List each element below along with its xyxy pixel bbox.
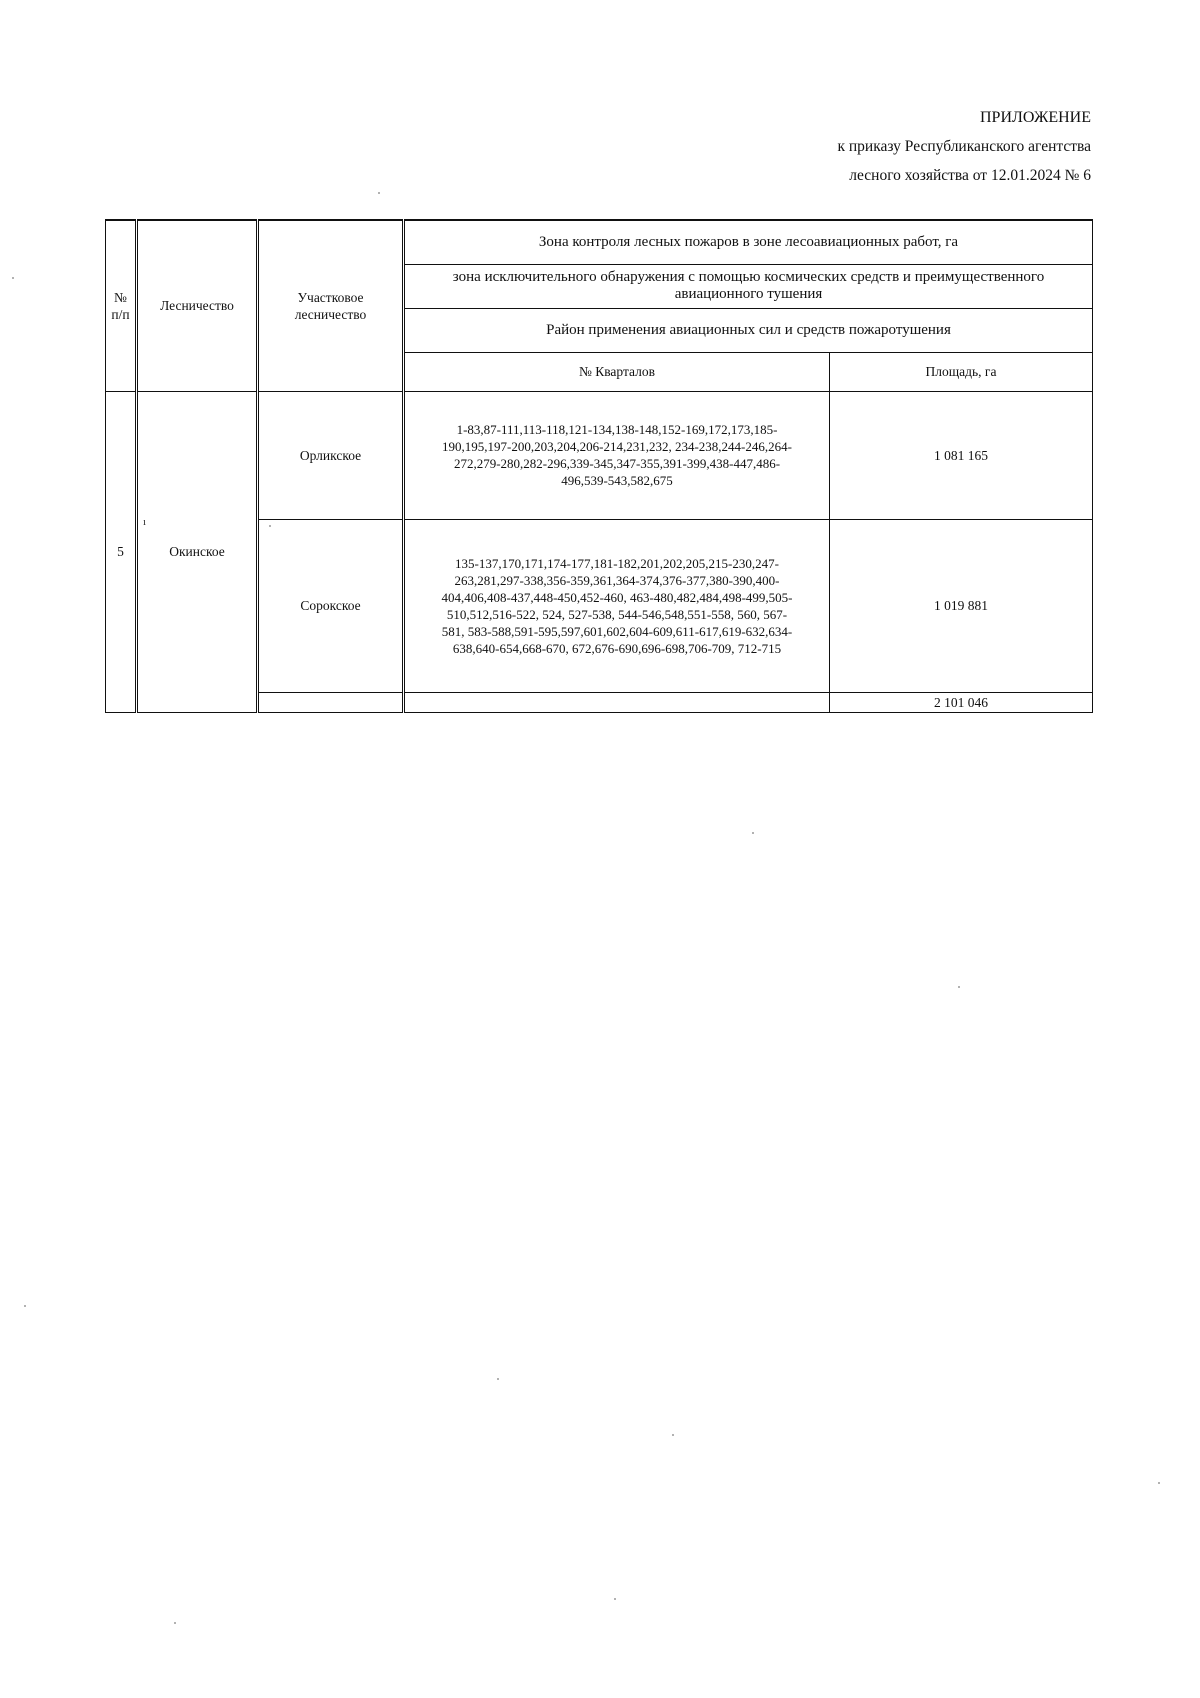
scan-speck bbox=[497, 1378, 499, 1380]
quarters-line: 1-83,87-111,113-118,121-134,138-148,152-169,172,173,185- bbox=[456, 422, 778, 437]
quarters-line: 404,406,408-437,448-450,452-460, 463-480,482,484,498-499,505- bbox=[441, 589, 793, 605]
scan-speck bbox=[174, 1622, 176, 1624]
quarters-line: 190,195,197-200,203,204,206-214,231,232, 234-238,244-246,264- bbox=[442, 439, 792, 454]
header-zone-exclusive-line1: зона исключительного обнаружения с помощью космических средств и преимущественного bbox=[452, 269, 1045, 285]
scan-speck bbox=[672, 1434, 674, 1436]
header-area-aviation: Район применения авиационных сил и средств пожаротушения bbox=[404, 308, 1093, 352]
scan-speck bbox=[12, 277, 14, 279]
header-quarters: № Кварталов bbox=[404, 352, 830, 391]
order-reference: к приказу Республиканского агентства bbox=[837, 138, 1091, 155]
header-district-cell bbox=[258, 220, 404, 391]
area-value: 1 019 881 bbox=[830, 519, 1093, 692]
forestry-name: Окинское bbox=[137, 391, 258, 712]
header-district-line2: лесничество bbox=[294, 306, 367, 322]
scan-speck bbox=[269, 525, 271, 527]
quarters-list bbox=[404, 519, 830, 692]
quarters-line: 496,539-543,582,675 bbox=[561, 473, 673, 488]
district-name: Орликское bbox=[258, 391, 404, 519]
header-district-line1: Участковое bbox=[297, 289, 364, 305]
quarters-line: 263,281,297-338,356-359,361,364-374,376-377,380-390,400- bbox=[454, 572, 780, 588]
header-number-pp: п/п bbox=[111, 306, 130, 322]
appendix-title: ПРИЛОЖЕНИЕ bbox=[979, 109, 1091, 126]
table-row bbox=[106, 391, 1093, 519]
quarters-line: 581, 583-588,591-595,597,601,602,604-609,611-617,619-632,634- bbox=[441, 623, 793, 639]
header-area: Площадь, га bbox=[830, 352, 1093, 391]
district-name: Сорокское bbox=[258, 519, 404, 692]
quarters-list bbox=[404, 391, 830, 519]
header-zone-exclusive-line2: авиационного тушения bbox=[674, 286, 823, 302]
header-forestry: Лесничество bbox=[137, 220, 258, 391]
total-area-value: 2 101 046 bbox=[830, 692, 1093, 712]
header-zone-control: Зона контроля лесных пожаров в зоне лесоавиационных работ, га bbox=[404, 220, 1093, 264]
scan-speck bbox=[958, 986, 960, 988]
area-value: 1 081 165 bbox=[830, 391, 1093, 519]
scan-speck bbox=[378, 192, 380, 194]
document-header bbox=[837, 103, 1091, 190]
total-empty-quarters bbox=[404, 692, 830, 712]
quarters-line: 272,279-280,282-296,339-345,347-355,391-399,438-447,486- bbox=[453, 456, 781, 471]
forest-fire-zone-table bbox=[105, 219, 1093, 713]
order-date-number: лесного хозяйства от 12.01.2024 № 6 bbox=[849, 167, 1091, 184]
scan-speck bbox=[24, 1305, 26, 1307]
scan-speck bbox=[614, 1598, 616, 1600]
quarters-line: 638,640-654,668-670, 672,676-690,696-698,706-709, 712-715 bbox=[452, 640, 782, 656]
total-empty-district bbox=[258, 692, 404, 712]
scan-speck bbox=[1158, 1482, 1160, 1484]
quarters-line: 510,512,516-522, 524, 527-538, 544-546,548,551-558, 560, 567- bbox=[446, 606, 788, 622]
header-number-cell bbox=[106, 220, 137, 391]
header-zone-exclusive-cell bbox=[404, 264, 1093, 308]
header-number-sign: № bbox=[114, 289, 127, 305]
quarters-line: 135-137,170,171,174-177,181-182,201,202,205,215-230,247- bbox=[455, 555, 779, 571]
scan-speck bbox=[752, 832, 754, 834]
scan-artifact-mark: ı bbox=[143, 516, 147, 528]
row-number: 5 bbox=[106, 391, 137, 712]
